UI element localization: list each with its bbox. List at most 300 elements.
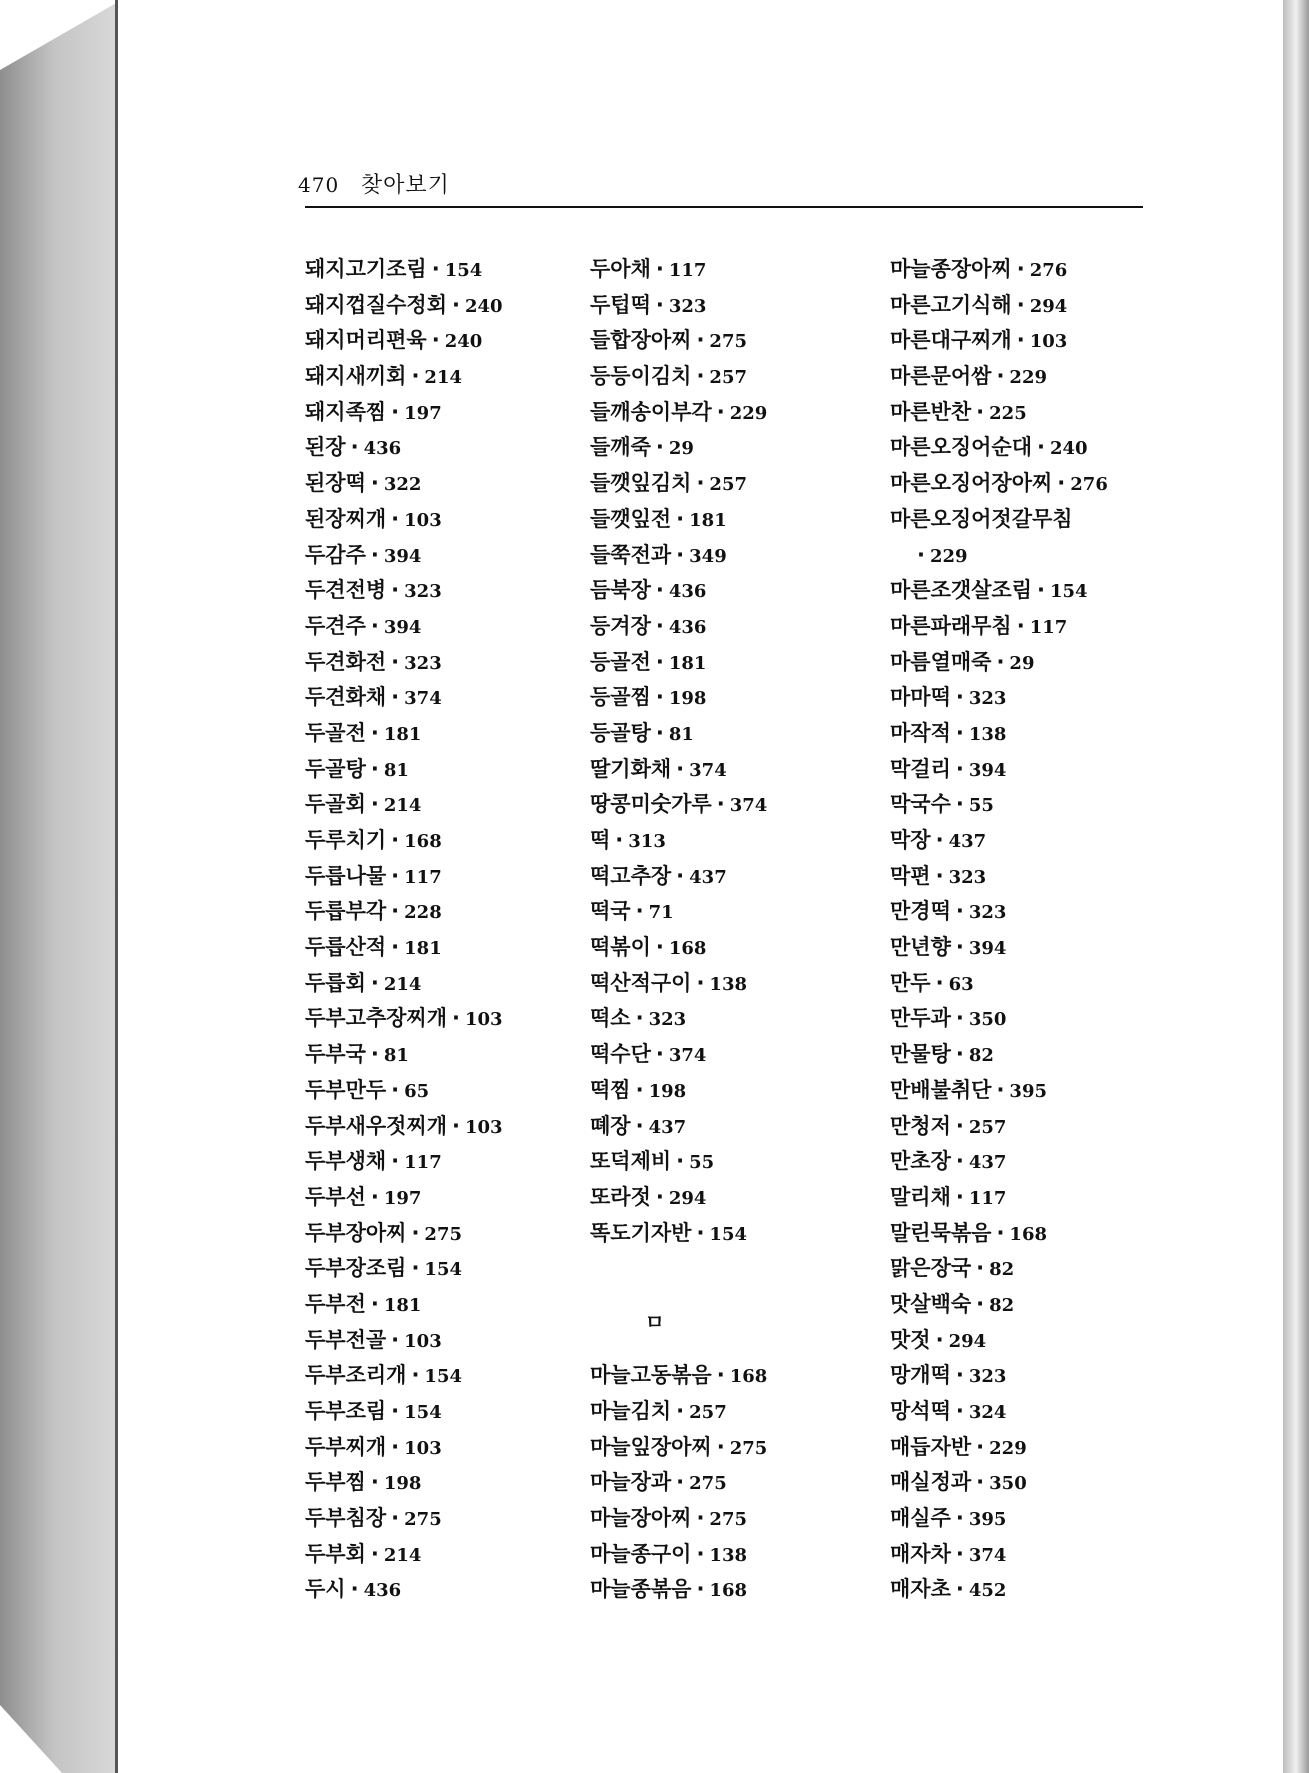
index-term: 두릅부각	[305, 899, 387, 924]
header-rule	[305, 206, 1143, 208]
separator-dot: ·	[676, 756, 685, 781]
index-term: 들합장아찌	[590, 328, 692, 353]
index-term: 두루치기	[305, 828, 387, 852]
index-entry	[590, 1109, 890, 1145]
separator-dot: ·	[655, 935, 664, 960]
index-term: 들깨죽	[590, 435, 651, 460]
index-entry	[890, 966, 1190, 1002]
index-term: 떡볶이	[590, 935, 651, 960]
separator-dot: ·	[955, 1113, 964, 1138]
index-term: 또라젓	[590, 1184, 651, 1209]
index-page-number: 55	[689, 1152, 715, 1174]
separator-dot: ·	[955, 720, 964, 745]
index-term: 막장	[890, 828, 931, 852]
index-page-number: 394	[383, 545, 422, 567]
index-page-number: 374	[729, 795, 768, 817]
index-entry	[305, 1216, 605, 1252]
index-term: 두부침장	[305, 1506, 387, 1531]
separator-dot: ·	[935, 970, 944, 995]
index-entry	[590, 966, 890, 1002]
index-term: 떡고추장	[590, 863, 672, 888]
separator-dot: ·	[391, 1077, 400, 1102]
separator-dot: ·	[431, 328, 440, 353]
index-entry	[590, 1572, 890, 1608]
index-page-number: 154	[1050, 581, 1088, 603]
index-term: 마른대구찌개	[890, 328, 1012, 353]
index-page-number: 394	[968, 938, 1007, 960]
index-term: 마늘종장아찌	[890, 257, 1012, 281]
index-term: 돼지머리편육	[305, 328, 427, 353]
index-page-number: 154	[424, 1366, 462, 1388]
running-head	[298, 168, 450, 199]
index-page-number: 138	[968, 723, 1007, 745]
index-entry	[890, 573, 1190, 609]
index-entry	[305, 395, 605, 431]
index-term: 마른파래무침	[890, 613, 1012, 638]
index-term: 땅콩미숫가루	[590, 792, 712, 817]
index-entry	[890, 538, 1190, 574]
index-page-number: 323	[968, 688, 1007, 710]
index-entry	[305, 716, 605, 752]
index-page-number: 168	[1009, 1223, 1047, 1245]
index-page-number: 394	[383, 616, 422, 638]
separator-dot: ·	[955, 1363, 964, 1388]
index-page-number: 323	[648, 1009, 687, 1031]
index-term: 듬북장	[590, 578, 651, 603]
separator-dot: ·	[370, 1470, 379, 1495]
separator-dot: ·	[976, 1470, 985, 1495]
index-entry	[590, 395, 890, 431]
index-term: 매자차	[890, 1541, 951, 1566]
page-number: 470	[298, 173, 340, 197]
separator-dot: ·	[676, 1149, 685, 1174]
index-entry	[590, 680, 890, 716]
index-page-number: 168	[729, 1366, 768, 1388]
index-entry	[305, 1358, 605, 1394]
separator-dot: ·	[716, 399, 725, 424]
index-entry	[890, 502, 1190, 538]
index-entry	[305, 1001, 605, 1037]
index-page-number: 117	[668, 260, 707, 281]
index-entry	[890, 1287, 1190, 1323]
index-column-2	[590, 252, 890, 1608]
index-entry	[590, 323, 890, 359]
separator-dot: ·	[391, 1327, 400, 1352]
separator-dot: ·	[391, 578, 400, 603]
index-page-number: 197	[383, 1187, 422, 1209]
index-page-number: 29	[668, 438, 694, 460]
separator-dot: ·	[955, 1577, 964, 1602]
index-term: 마른오징어장아찌	[890, 471, 1053, 496]
index-entry	[890, 323, 1190, 359]
index-page-number: 168	[404, 831, 442, 852]
index-entry	[305, 930, 605, 966]
separator-dot: ·	[370, 1541, 379, 1566]
index-entry	[590, 859, 890, 895]
index-entry	[305, 538, 605, 574]
index-entry	[890, 1501, 1190, 1537]
index-page-number: 437	[968, 1152, 1007, 1174]
index-column-1	[305, 252, 605, 1608]
index-term: 만년향	[890, 935, 951, 960]
index-entry	[305, 1037, 605, 1073]
index-page-number: 228	[404, 902, 442, 924]
index-entry	[890, 680, 1190, 716]
index-entry	[590, 1430, 890, 1466]
index-term: 맛젓	[890, 1327, 931, 1352]
index-term: 두부찜	[305, 1470, 366, 1495]
index-entry	[305, 1323, 605, 1359]
separator-dot: ·	[391, 1399, 400, 1423]
index-entry	[305, 1109, 605, 1145]
index-term: 마른오징어젓갈무침	[890, 506, 1073, 531]
separator-dot: ·	[431, 257, 440, 281]
index-page-number: 181	[383, 1294, 422, 1316]
index-term: 들깻잎전	[590, 506, 672, 531]
separator-dot: ·	[370, 970, 379, 995]
index-page-number: 394	[968, 759, 1007, 781]
index-entry	[305, 966, 605, 1002]
index-term: 만초장	[890, 1149, 951, 1174]
index-page-number: 214	[383, 1544, 422, 1566]
index-entry	[590, 430, 890, 466]
index-term: 두감주	[305, 542, 366, 567]
index-page-number: 198	[648, 1080, 687, 1102]
index-term: 두견화전	[305, 649, 387, 674]
index-term: 마늘종볶음	[590, 1577, 692, 1602]
index-term: 들깨송이부각	[590, 399, 712, 424]
index-entry	[590, 288, 890, 324]
index-page-number: 452	[968, 1580, 1007, 1602]
spine-edge	[115, 0, 118, 1773]
index-entry	[890, 359, 1190, 395]
separator-dot: ·	[955, 1399, 964, 1423]
separator-dot: ·	[391, 685, 400, 710]
separator-dot: ·	[635, 1113, 644, 1138]
index-page-number: 294	[948, 1330, 987, 1352]
separator-dot: ·	[452, 1006, 460, 1031]
index-page-number: 349	[689, 545, 727, 567]
index-entry	[305, 1537, 605, 1573]
index-term: 매실정과	[890, 1470, 972, 1495]
index-entry	[590, 1358, 890, 1394]
index-entry	[305, 823, 605, 859]
index-page-number: 436	[668, 581, 707, 603]
index-term: 마늘종구이	[590, 1541, 692, 1566]
separator-dot: ·	[391, 1149, 400, 1174]
index-term: 떡	[590, 828, 611, 852]
index-term: 된장	[305, 435, 346, 460]
index-term: 매실주	[890, 1506, 951, 1531]
index-entry	[590, 1501, 890, 1537]
index-entry	[590, 716, 890, 752]
index-term: 만청저	[890, 1113, 951, 1138]
separator-dot: ·	[716, 1434, 725, 1459]
separator-dot: ·	[955, 935, 964, 960]
index-page-number: 117	[968, 1187, 1007, 1209]
separator-dot: ·	[696, 328, 705, 353]
index-term: 두골회	[305, 792, 366, 817]
index-term: 마늘장아찌	[590, 1506, 692, 1531]
index-page-number: 257	[689, 1402, 727, 1424]
index-term: 두부생채	[305, 1149, 387, 1174]
separator-dot: ·	[1016, 292, 1025, 317]
index-term: 떡수단	[590, 1042, 651, 1067]
index-page-number: 323	[668, 295, 707, 317]
index-term: 망석떡	[890, 1399, 951, 1423]
index-entry	[890, 1323, 1190, 1359]
index-term: 마작적	[890, 720, 951, 745]
index-entry	[890, 430, 1190, 466]
index-page-number: 395	[1009, 1080, 1047, 1102]
index-term: 맛살백숙	[890, 1291, 972, 1316]
index-term: 막걸리	[890, 756, 951, 781]
index-entry	[305, 1465, 605, 1501]
index-page-number: 168	[709, 1580, 747, 1602]
separator-dot: ·	[955, 1006, 964, 1031]
separator-dot: ·	[976, 1256, 985, 1281]
separator-dot: ·	[655, 685, 664, 710]
index-entry	[305, 359, 605, 395]
index-column-3	[890, 252, 1190, 1608]
index-term: 뗴장	[590, 1113, 631, 1138]
index-term: 마른문어쌈	[890, 364, 992, 389]
index-page-number: 82	[989, 1259, 1015, 1281]
index-term: 된장찌개	[305, 506, 387, 531]
index-term: 돼지새끼회	[305, 364, 407, 389]
index-page-number: 275	[709, 331, 747, 353]
separator-dot: ·	[370, 1042, 379, 1067]
index-term: 두부국	[305, 1042, 366, 1067]
index-entry	[590, 573, 890, 609]
index-term: 마늘고동볶음	[590, 1363, 712, 1388]
separator-dot: ·	[391, 899, 400, 924]
index-term: 두릅회	[305, 970, 366, 995]
index-page-number: 323	[404, 652, 442, 674]
index-term: 마른반찬	[890, 399, 972, 424]
separator-dot: ·	[676, 1470, 685, 1495]
index-term: 돼지고기조림	[305, 257, 427, 281]
index-term: 떡산적구이	[590, 970, 692, 995]
index-term: 막편	[890, 863, 931, 888]
index-entry	[590, 1073, 890, 1109]
index-page-number: 240	[1050, 438, 1088, 460]
separator-dot: ·	[955, 685, 964, 710]
index-entry	[890, 823, 1190, 859]
index-page-number: 82	[989, 1294, 1015, 1316]
separator-dot: ·	[696, 1506, 705, 1531]
index-entry	[890, 859, 1190, 895]
index-page-number: 275	[729, 1437, 768, 1459]
separator-dot: ·	[655, 292, 664, 317]
separator-dot: ·	[391, 1506, 400, 1531]
index-entry	[590, 787, 890, 823]
index-term: 두부찌개	[305, 1434, 387, 1459]
separator-dot: ·	[655, 1042, 664, 1067]
separator-dot: ·	[350, 1577, 359, 1602]
index-page-number: 225	[989, 402, 1027, 424]
separator-dot: ·	[955, 756, 964, 781]
separator-dot: ·	[996, 364, 1005, 389]
separator-dot: ·	[935, 863, 944, 888]
separator-dot: ·	[655, 435, 664, 460]
index-page-number: 323	[968, 902, 1007, 924]
index-term: 두견화채	[305, 685, 387, 710]
index-term: 만두	[890, 970, 931, 995]
index-term: 들깻잎김치	[590, 471, 692, 496]
separator-dot: ·	[391, 828, 400, 852]
index-entry	[305, 252, 605, 288]
index-page-number: 229	[729, 402, 768, 424]
separator-dot: ·	[635, 1006, 644, 1031]
index-page-number: 350	[989, 1473, 1027, 1495]
index-entry	[590, 1180, 890, 1216]
index-entry	[590, 1144, 890, 1180]
index-entry	[890, 1537, 1190, 1573]
index-page-number: 168	[668, 938, 707, 960]
index-entry	[305, 573, 605, 609]
index-entry	[305, 1073, 605, 1109]
index-entry	[305, 859, 605, 895]
index-entry	[590, 252, 890, 288]
index-page-number: 240	[444, 331, 483, 353]
index-term: 두부조림	[305, 1399, 387, 1423]
index-term: 떡국	[590, 899, 631, 924]
index-page-number: 55	[968, 795, 994, 817]
index-term: 두텁떡	[590, 292, 651, 317]
index-page-number: 257	[709, 367, 747, 389]
index-page-number: 103	[1029, 331, 1068, 353]
index-entry	[305, 609, 605, 645]
index-term: 두부새우젓찌개	[305, 1113, 448, 1138]
index-entry	[590, 823, 890, 859]
index-entry	[890, 1180, 1190, 1216]
separator-dot: ·	[696, 1220, 705, 1245]
index-page-number: 313	[628, 831, 666, 852]
index-page-number: 103	[404, 509, 442, 531]
index-term: 등겨장	[590, 613, 651, 638]
index-term: 만물탕	[890, 1042, 951, 1067]
index-page-number: 323	[404, 581, 442, 603]
index-page-number: 257	[968, 1116, 1007, 1138]
index-entry	[590, 1394, 890, 1430]
index-page-number: 181	[383, 723, 422, 745]
index-term: 등등이김치	[590, 364, 692, 389]
book-spine	[0, 0, 120, 1773]
index-page-number: 374	[689, 759, 727, 781]
index-term: 두부장아찌	[305, 1220, 407, 1245]
separator-dot: ·	[655, 257, 664, 281]
separator-dot: ·	[917, 542, 925, 567]
index-page-number: 198	[383, 1473, 422, 1495]
index-page-number: 275	[424, 1223, 462, 1245]
index-term: 두부전	[305, 1291, 366, 1316]
index-entry	[890, 395, 1190, 431]
index-term: 막국수	[890, 792, 951, 817]
index-entry	[590, 502, 890, 538]
index-entry	[890, 252, 1190, 288]
index-entry	[590, 1037, 890, 1073]
index-term: 만두과	[890, 1006, 951, 1031]
index-entry	[590, 609, 890, 645]
separator-dot: ·	[716, 792, 725, 817]
index-page-number: 229	[929, 545, 968, 567]
index-page-number: 437	[689, 866, 727, 888]
separator-dot: ·	[676, 542, 685, 567]
index-entry	[305, 1144, 605, 1180]
index-page-number: 437	[648, 1116, 687, 1138]
separator-dot: ·	[1016, 328, 1025, 353]
index-page-number: 323	[968, 1366, 1007, 1388]
separator-dot: ·	[370, 720, 379, 745]
index-page-number: 71	[648, 902, 674, 924]
index-term: 딸기화채	[590, 756, 672, 781]
separator-dot: ·	[391, 863, 400, 888]
separator-dot: ·	[935, 828, 944, 852]
index-page-number: 276	[1070, 474, 1108, 496]
separator-dot: ·	[1037, 435, 1045, 460]
index-page-number: 214	[383, 973, 422, 995]
index-page-number: 275	[689, 1473, 727, 1495]
index-page-number: 154	[709, 1223, 747, 1245]
index-entry	[590, 538, 890, 574]
index-term: 두부선	[305, 1184, 366, 1209]
index-entry	[890, 1572, 1190, 1608]
index-page-number: 117	[1029, 616, 1068, 638]
index-entry	[890, 1001, 1190, 1037]
separator-dot: ·	[696, 364, 705, 389]
separator-dot: ·	[370, 471, 379, 496]
separator-dot: ·	[391, 935, 400, 960]
index-page-number: 181	[404, 938, 442, 960]
index-entry	[305, 323, 605, 359]
index-entry	[305, 1501, 605, 1537]
index-page-number: 275	[404, 1509, 442, 1531]
index-term: 두릅나물	[305, 863, 387, 888]
separator-dot: ·	[696, 1577, 705, 1602]
index-term: 두견전병	[305, 578, 387, 603]
separator-dot: ·	[676, 863, 685, 888]
index-term: 두부만두	[305, 1077, 387, 1102]
separator-dot: ·	[370, 756, 379, 781]
index-term: 등골탕	[590, 720, 651, 745]
separator-dot: ·	[635, 1077, 644, 1102]
index-entry	[890, 1216, 1190, 1252]
index-page-number: 240	[465, 295, 503, 317]
index-entry	[590, 1537, 890, 1573]
index-entry	[890, 894, 1190, 930]
index-page-number: 229	[1009, 367, 1047, 389]
index-page-number: 324	[968, 1402, 1007, 1423]
separator-dot: ·	[696, 970, 705, 995]
section-letter: ㅁ	[645, 1309, 665, 1334]
index-page-number: 374	[668, 1045, 707, 1067]
index-page-number: 294	[668, 1187, 707, 1209]
index-entry	[305, 645, 605, 681]
index-page-number: 214	[383, 795, 422, 817]
index-page-number: 65	[404, 1080, 430, 1102]
separator-dot: ·	[370, 1291, 379, 1316]
index-term: 또덕제비	[590, 1149, 672, 1174]
index-entry	[305, 787, 605, 823]
index-entry	[890, 1394, 1190, 1430]
index-entry	[590, 359, 890, 395]
index-term: 두부회	[305, 1541, 366, 1566]
index-entry	[890, 1430, 1190, 1466]
separator-dot: ·	[935, 1327, 944, 1352]
index-page-number: 154	[424, 1259, 462, 1281]
index-entry	[305, 1180, 605, 1216]
